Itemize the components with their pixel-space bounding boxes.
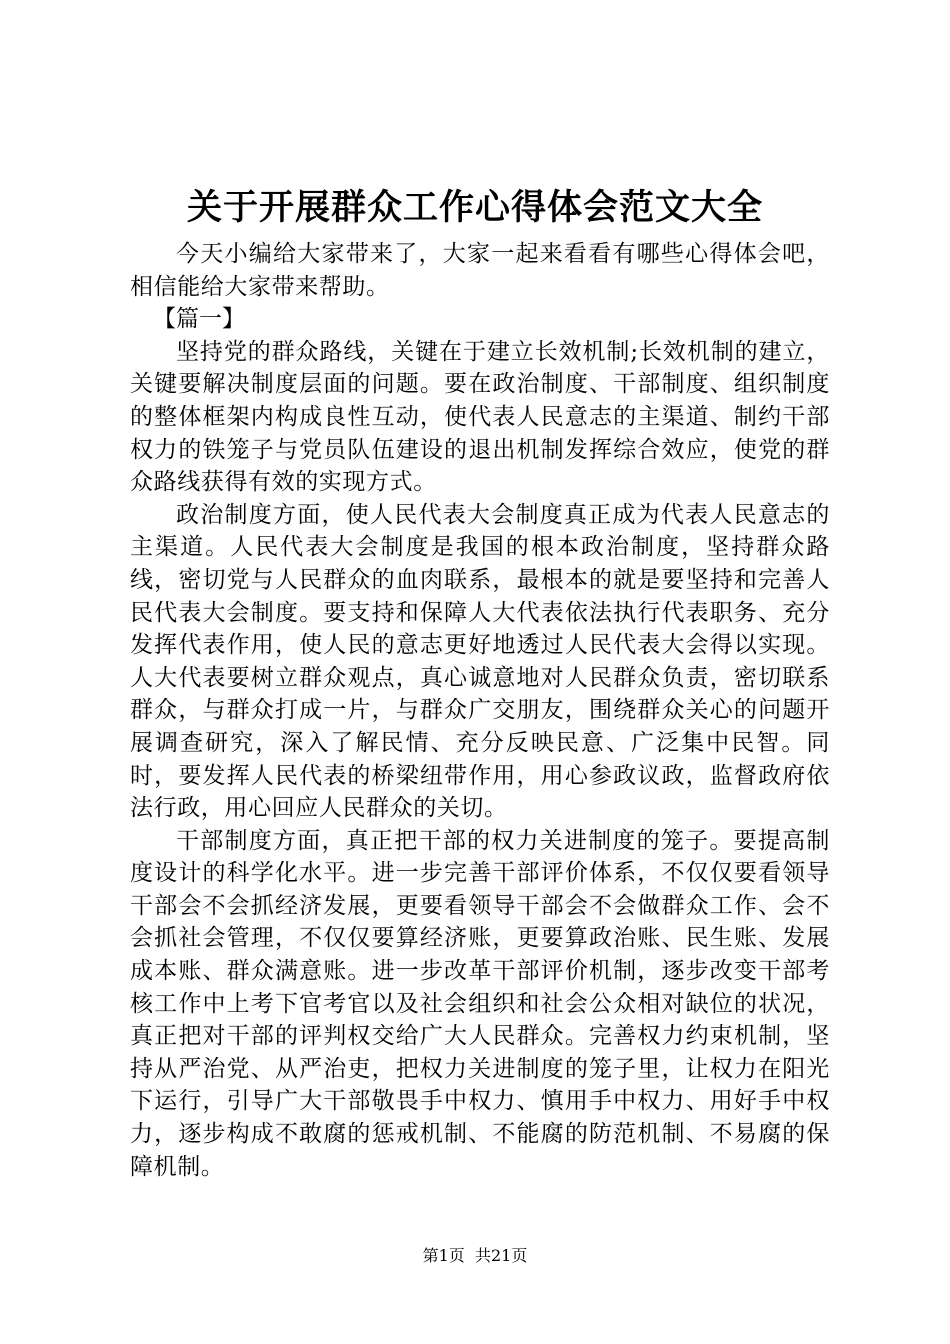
- page-number: 第1页: [422, 1246, 465, 1265]
- body-paragraph: 政治制度方面，使人民代表大会制度真正成为代表人民意志的主渠道。人民代表大会制度是我国的根本政治制度，坚持群众路线，密切党与人民群众的血肉联系，最根本的就是要坚持和完善人民代表大会制度。要支持和保障人大代表依法执行代表职务、充分发挥代表作用，使人民的意志更好地透过人民代表大会得以实现。人大代表要树立群众观点，真心诚意地对人民群众负责，密切联系群众，与群众打成一片，与群众广交朋友，围绕群众关心的问题开展调查研究，深入了解民情、充分反映民意、广泛集中民智。同时，要发挥人民代表的桥梁纽带作用，用心参政议政，监督政府依法行政，用心回应人民群众的关切。: [130, 501, 830, 822]
- page-footer: [0, 1244, 950, 1268]
- body-paragraph: 坚持党的群众路线，关键在于建立长效机制;长效机制的建立，关键要解决制度层面的问题。要在政治制度、干部制度、组织制度的整体框架内构成良性互动，使代表人民意志的主渠道、制约干部权力的铁笼子与党员队伍建设的退出机制发挥综合效应，使党的群众路线获得有效的实现方式。: [130, 338, 830, 496]
- intro-paragraph: 今天小编给大家带来了，大家一起来看看有哪些心得体会吧，相信能给大家带来帮助。: [130, 241, 830, 300]
- page-title: 关于开展群众工作心得体会范文大全: [186, 187, 763, 228]
- page-total: 共21页: [474, 1246, 528, 1265]
- document-body: [130, 238, 830, 1183]
- section-heading: 【篇一】: [153, 306, 245, 333]
- body-paragraph: 干部制度方面，真正把干部的权力关进制度的笼子。要提高制度设计的科学化水平。进一步完善干部评价体系，不仅仅要看领导干部会不会抓经济发展，更要看领导干部会不会做群众工作、会不会抓社会管理，不仅仅要算经济账，更要算政治账、民生账、发展成本账、群众满意账。进一步改革干部评价机制，逐步改变干部考核工作中上考下官考官以及社会组织和社会公众相对缺位的状况，真正把对干部的评判权交给广大人民群众。完善权力约束机制，坚持从严治党、从严治吏，把权力关进制度的笼子里，让权力在阳光下运行，引导广大干部敬畏手中权力、慎用手中权力、用好手中权力，逐步构成不敢腐的惩戒机制、不能腐的防范机制、不易腐的保障机制。: [130, 827, 830, 1180]
